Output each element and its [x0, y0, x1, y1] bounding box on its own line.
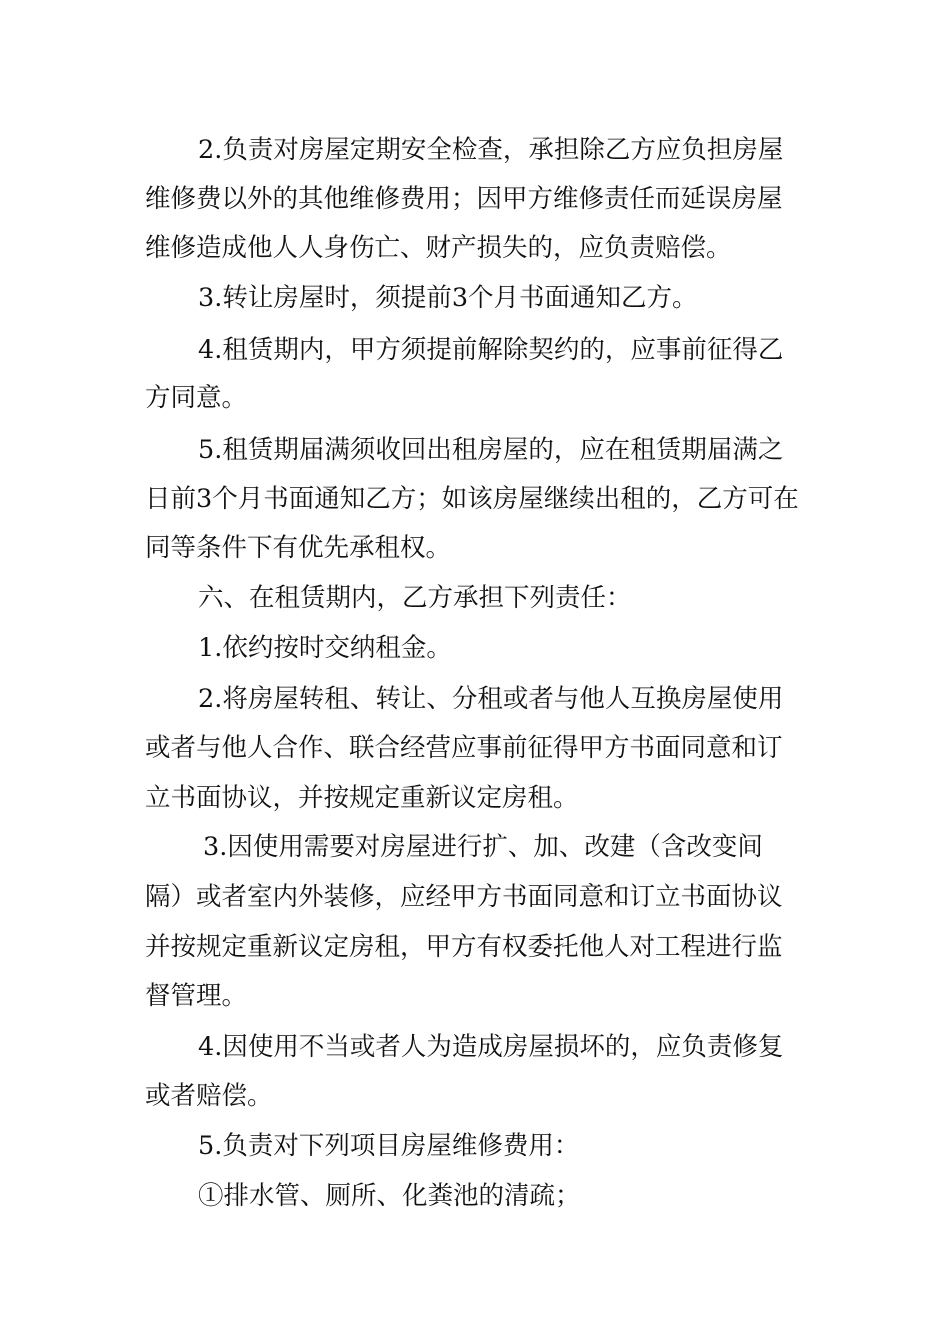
- paragraph-line: 4.租赁期内，甲方须提前解除契约的，应事前征得乙: [198, 335, 784, 365]
- paragraph-line: 5.租赁期届满须收回出租房屋的，应在租赁期届满之: [198, 435, 784, 465]
- paragraph-line: 并按规定重新议定房租，甲方有权委托他人对工程进行监: [145, 932, 783, 962]
- paragraph-line: 5.负责对下列项目房屋维修费用：: [198, 1131, 580, 1161]
- paragraph-line: 隔）或者室内外装修，应经甲方书面同意和订立书面协议: [145, 882, 783, 912]
- paragraph-line: 2.负责对房屋定期安全检查，承担除乙方应负担房屋: [198, 135, 784, 165]
- section-heading: 六、在租赁期内，乙方承担下列责任：: [198, 583, 632, 613]
- paragraph-line: 方同意。: [145, 383, 248, 413]
- paragraph-line: 督管理。: [145, 981, 248, 1011]
- paragraph-line: 维修造成他人人身伤亡、财产损失的，应负责赔偿。: [145, 233, 732, 263]
- paragraph-line: 或者与他人合作、联合经营应事前征得甲方书面同意和订: [145, 733, 783, 763]
- paragraph-line: 2.将房屋转租、转让、分租或者与他人互换房屋使用: [198, 684, 784, 714]
- paragraph-line: 4.因使用不当或者人为造成房屋损坏的，应负责修复: [198, 1032, 784, 1062]
- paragraph-line: 维修费以外的其他维修费用；因甲方维修责任而延误房屋: [145, 184, 783, 214]
- paragraph-line: 1.依约按时交纳租金。: [198, 633, 452, 663]
- paragraph-line: 3.因使用需要对房屋进行扩、加、改建（含改变间: [203, 832, 763, 862]
- paragraph-line: 日前3个月书面通知乙方；如该房屋继续出租的，乙方可在: [145, 484, 799, 514]
- list-item: ①排水管、厕所、化粪池的清疏；: [198, 1181, 581, 1211]
- paragraph-line: 立书面协议，并按规定重新议定房租。: [145, 783, 579, 813]
- paragraph-line: 或者赔偿。: [145, 1081, 273, 1111]
- paragraph-line: 同等条件下有优先承租权。: [145, 533, 452, 563]
- paragraph-line: 3.转让房屋时，须提前3个月书面通知乙方。: [198, 283, 698, 313]
